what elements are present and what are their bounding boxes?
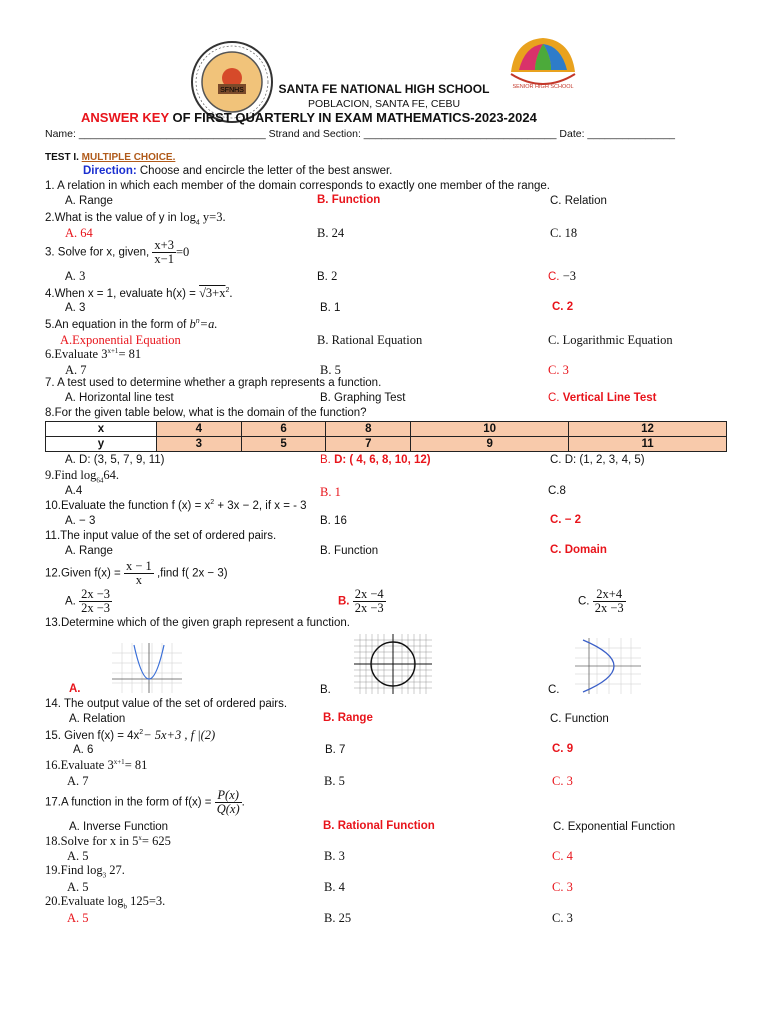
table-cell: 7: [326, 437, 411, 452]
q5-eq: =a.: [199, 317, 218, 331]
question-15: [45, 728, 215, 743]
q20-base: b: [123, 902, 127, 911]
table-row-y: [46, 437, 727, 452]
table-cell: 6: [241, 422, 326, 437]
q17-option-c: C. Exponential Function: [553, 821, 676, 833]
table-cell: 12: [569, 422, 727, 437]
q17-option-a: A. Inverse Function: [69, 821, 169, 833]
q16-option-a: A. 7: [67, 774, 89, 788]
q16-option-c: C. 3: [552, 774, 573, 788]
table-row-x: [46, 422, 727, 437]
q15-option-b: B. 7: [325, 744, 346, 756]
q12-den: x: [135, 573, 142, 587]
exam-title-rest: OF FIRST QUARTERLY IN EXAM MATHEMATICS-2023-2024: [168, 110, 537, 125]
question-18: [45, 834, 171, 849]
q2-option-b: B. 24: [317, 226, 345, 240]
q3-eq: =0: [175, 245, 190, 259]
table-cell: 4: [157, 422, 242, 437]
q20-option-a: A. 5: [67, 911, 89, 925]
q12-c-fraction: [593, 588, 626, 615]
q3-option-a: [65, 269, 85, 284]
q15-option-a: A. 6: [73, 744, 94, 756]
q19-arg: 27.: [106, 863, 125, 877]
q9-option-c: C.8: [548, 485, 566, 497]
q15-option-c: C. 9: [552, 743, 574, 755]
q12-a-den: 2x −3: [81, 601, 110, 615]
q8-option-c: C. D: (1, 2, 3, 4, 5): [550, 454, 645, 466]
q10-option-c: C. − 2: [550, 514, 582, 526]
q12-a-fraction: [79, 588, 112, 615]
question-9: [45, 468, 119, 483]
q5-base: b: [189, 317, 196, 331]
q3-a-letter: A.: [65, 271, 80, 283]
question-11: 11.The input value of the set of ordered pairs.: [45, 530, 277, 542]
q2-log: log: [179, 210, 196, 224]
q6-option-c: C. 3: [548, 363, 569, 377]
test-number: TEST I.: [45, 152, 82, 163]
graph-b-circle: [354, 634, 432, 694]
q10-option-b: B. 16: [320, 515, 347, 527]
question-13: 13.Determine which of the given graph represent a function.: [45, 617, 350, 629]
q3-c-letter: C.: [548, 271, 563, 283]
svg-text:SENIOR HIGH SCHOOL: SENIOR HIGH SCHOOL: [512, 84, 574, 90]
table-cell: 8: [326, 422, 411, 437]
q8-b-letter: B.: [320, 454, 335, 466]
q20-option-c: C. 3: [552, 911, 573, 925]
q12-fraction: [124, 560, 154, 587]
q7-option-a: A. Horizontal line test: [65, 392, 174, 404]
q12-a-num: 2x −3: [81, 587, 110, 601]
q2-base: 4: [195, 219, 200, 227]
q3-text: 3. Solve for x, given,: [45, 246, 150, 259]
q2-text: 2.What is the value of y in: [45, 212, 180, 224]
q18-eq: = 625: [141, 834, 171, 848]
q19-text: 19.Find log: [45, 863, 103, 877]
q6-text: 6.Evaluate 3: [45, 347, 108, 361]
question-6: [45, 347, 141, 362]
q12-b-fraction: [353, 588, 386, 615]
q18-option-a: A. 5: [67, 849, 89, 863]
q17-option-b: B. Rational Function: [323, 820, 435, 832]
q6-eq: = 81: [118, 347, 142, 361]
q18-exp: x: [138, 833, 142, 842]
q17-num: P(x): [215, 789, 242, 803]
school-address: POBLACION, SANTA FE, CEBU: [307, 98, 461, 110]
function-table: [45, 421, 727, 452]
exam-title: [81, 110, 537, 125]
q5-option-b: B. Rational Equation: [317, 333, 423, 347]
q6-option-b: B. 5: [320, 363, 341, 377]
question-2: [45, 210, 226, 225]
table-cell: 11: [569, 437, 727, 452]
q19-option-b: B. 4: [324, 880, 345, 894]
table-cell: 10: [411, 422, 569, 437]
question-20: [45, 894, 165, 909]
q9-base: 64: [96, 476, 104, 485]
q13-option-b: B.: [320, 684, 331, 696]
q14-option-b: B. Range: [323, 712, 373, 724]
table-header-y: y: [46, 437, 157, 452]
q19-option-c: C. 3: [552, 880, 573, 894]
q14-option-a: A. Relation: [69, 713, 126, 725]
q17-text: 17.A function in the form of f(x) =: [45, 796, 215, 809]
q12-c-den: 2x −3: [594, 601, 624, 615]
q20-option-b: B. 25: [324, 911, 352, 925]
question-1: 1. A relation in which each member of the domain corresponds to exactly one member of the range.: [45, 180, 551, 192]
q10-text: 10.Evaluate the function f (x) = x: [45, 500, 211, 512]
q17-end: .: [241, 796, 245, 809]
table-cell: 3: [157, 437, 242, 452]
q13-option-c: C.: [548, 684, 560, 696]
q8-option-a: A. D: (3, 5, 7, 9, 11): [65, 454, 165, 466]
q11-option-c: C. Domain: [550, 544, 607, 556]
q5-exp: n: [195, 318, 200, 326]
q1-option-b: B. Function: [317, 194, 381, 206]
q15-rest: − 5x+3 , f |(2): [143, 728, 216, 742]
test-type: MULTIPLE CHOICE.: [81, 152, 176, 163]
q7-option-c: [548, 392, 656, 404]
q11-option-a: A. Range: [65, 545, 113, 557]
question-17: [45, 789, 245, 816]
q3-fraction: [152, 239, 176, 266]
q2-eq: y=3.: [199, 210, 226, 224]
q19-option-a: A. 5: [67, 880, 89, 894]
q9-text: 9.Find log: [45, 468, 97, 482]
q6-exp: x+1: [107, 346, 119, 355]
direction-text: Choose and encircle the letter of the best answer.: [136, 165, 393, 177]
q18-text: 18.Solve for x in 5: [45, 834, 139, 848]
q4-radical: √3+x: [199, 286, 226, 300]
q11-option-b: B. Function: [320, 545, 379, 557]
question-3: [45, 239, 189, 266]
q12-rest: ,find f( 2x − 3): [153, 567, 228, 580]
answer-key-label: ANSWER KEY: [81, 110, 169, 125]
direction: [83, 165, 392, 177]
q17-fraction: [215, 789, 242, 816]
q16-text: 16.Evaluate 3: [45, 758, 114, 772]
q12-text: 12.Given f(x) =: [45, 567, 124, 580]
q3-c-value: −3: [562, 269, 577, 283]
graph-a-parabola: [112, 643, 182, 693]
q19-base: 3: [102, 871, 107, 880]
graph-c-sideways-parabola: [575, 638, 641, 694]
q15-text: 15. Given f(x) = 4x: [45, 730, 140, 742]
q20-text: 20.Evaluate log: [45, 894, 124, 908]
question-4: 4.When x = 1, evaluate $h(x) = √3+x^2$.: [45, 286, 233, 300]
q5-option-c: C. Logarithmic Equation: [548, 333, 673, 347]
q10-option-a: A. − 3: [65, 515, 96, 527]
q18-option-b: B. 3: [324, 849, 345, 863]
q14-option-c: C. Function: [550, 713, 609, 725]
q12-option-a: [65, 588, 112, 615]
q3-den: x−1: [154, 252, 174, 266]
question-5: [45, 317, 217, 332]
q12-option-c: [578, 588, 626, 615]
table-header-x: x: [46, 422, 157, 437]
question-8: 8.For the given table below, what is the domain of the function?: [45, 407, 367, 419]
q7-c-value: Vertical Line Test: [562, 392, 657, 404]
q4-option-c: C. 2: [552, 301, 574, 313]
q4-text: 4.When x = 1, evaluate h(x) =: [45, 288, 200, 300]
q3-a-value: 3: [79, 269, 86, 283]
question-16: [45, 758, 147, 773]
school-name: SANTA FE NATIONAL HIGH SCHOOL: [278, 82, 490, 96]
q12-c-num: 2x+4: [593, 588, 626, 602]
q1-option-c: C. Relation: [550, 195, 607, 207]
q8-option-b: [320, 454, 431, 466]
q2-option-c: C. 18: [550, 226, 578, 240]
question-10: [45, 500, 307, 512]
question-12: [45, 560, 228, 587]
test-label: [45, 152, 175, 163]
q16-eq: = 81: [124, 758, 148, 772]
q9-arg: 64.: [103, 468, 120, 482]
q16-option-b: B. 5: [324, 774, 345, 788]
q9-option-b: B. 1: [320, 485, 341, 499]
q3-option-b: [317, 269, 337, 284]
q10-exp: 2: [210, 499, 215, 507]
question-14: 14. The output value of the set of ordered pairs.: [45, 698, 288, 710]
q16-exp: x+1: [113, 757, 125, 766]
q4-option-b: B. 1: [320, 302, 341, 314]
q12-b-num: 2x −4: [354, 587, 384, 601]
q5-text: 5.An equation in the form of: [45, 319, 190, 331]
q7-option-b: B. Graphing Test: [320, 392, 406, 404]
q12-num: x − 1: [125, 559, 152, 573]
q17-den: Q(x): [216, 802, 240, 816]
q8-b-value: D: ( 4, 6, 8, 10, 12): [334, 454, 431, 466]
q12-option-b: [338, 588, 386, 615]
svg-text:SFNHS: SFNHS: [220, 87, 244, 94]
q3-b-letter: B.: [317, 271, 332, 283]
q13-option-a: A.: [69, 683, 81, 695]
q5-option-a: A.Exponential Equation: [60, 333, 181, 347]
question-19: [45, 863, 125, 878]
q20-eq: 125=3.: [126, 894, 166, 908]
q10-rest: + 3x − 2, if x = - 3: [214, 500, 307, 512]
table-cell: 9: [411, 437, 569, 452]
table-cell: 5: [241, 437, 326, 452]
direction-label: Direction:: [83, 165, 137, 177]
q3-b-value: 2: [331, 269, 338, 283]
question-7: 7. A test used to determine whether a graph represents a function.: [45, 377, 382, 389]
q1-option-a: A. Range: [65, 195, 113, 207]
q4-option-a: A. 3: [65, 302, 86, 314]
q2-option-a: A. 64: [65, 226, 93, 240]
q6-option-a: A. 7: [65, 363, 87, 377]
q3-option-c: [548, 269, 576, 284]
q3-num: x+3: [154, 238, 174, 252]
q12-c-letter: C.: [578, 595, 593, 608]
q18-option-c: C. 4: [552, 849, 573, 863]
q12-b-letter: B.: [338, 595, 353, 608]
name-line: Name: ________________________________ Strand and Section: _________________________________ Date: _______________: [45, 128, 676, 140]
q12-b-den: 2x −3: [354, 601, 384, 615]
q12-a-letter: A.: [65, 595, 80, 608]
q9-option-a: A.4: [65, 485, 83, 497]
q15-exp: 2: [139, 729, 144, 737]
q7-c-letter: C.: [548, 392, 563, 404]
